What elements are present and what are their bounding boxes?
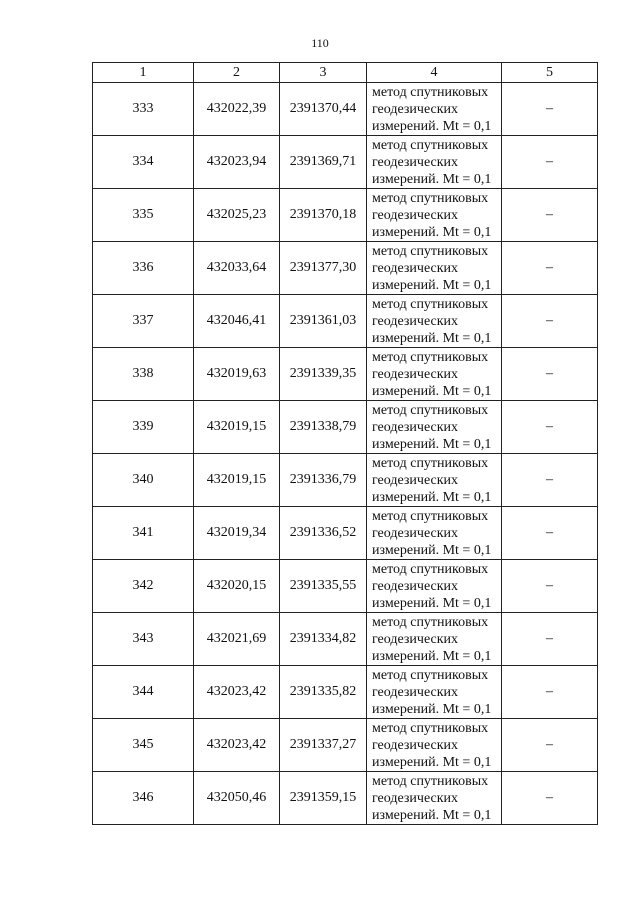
method-text-line-3: измерений. Mt = 0,1 <box>372 383 492 399</box>
method-text-line-3: измерений. Mt = 0,1 <box>372 224 492 240</box>
point-number-cell: 333 <box>93 83 194 136</box>
note-cell: – <box>502 560 598 613</box>
method-text-line-2: геодезических <box>372 631 459 647</box>
y-coordinate-cell: 2391370,18 <box>280 189 367 242</box>
note-cell: – <box>502 401 598 454</box>
point-number-cell: 344 <box>93 666 194 719</box>
point-number-cell: 339 <box>93 401 194 454</box>
table-row <box>93 295 598 348</box>
method-cell <box>367 772 502 825</box>
table-row <box>93 560 598 613</box>
column-header-4: 4 <box>367 63 502 83</box>
method-text-line-3: измерений. Mt = 0,1 <box>372 807 492 823</box>
method-text-line-1: метод спутниковых <box>372 508 489 524</box>
method-text-line-2: геодезических <box>372 525 459 541</box>
x-coordinate-cell: 432019,15 <box>194 401 280 454</box>
method-text-line-1: метод спутниковых <box>372 773 489 789</box>
method-text-line-1: метод спутниковых <box>372 614 489 630</box>
table-body <box>93 83 598 825</box>
method-text-line-2: геодезических <box>372 684 459 700</box>
method-text-line-2: геодезических <box>372 313 459 329</box>
method-text-line-1: метод спутниковых <box>372 561 489 577</box>
y-coordinate-cell: 2391336,79 <box>280 454 367 507</box>
x-coordinate-cell: 432033,64 <box>194 242 280 295</box>
method-text-line-1: метод спутниковых <box>372 190 489 206</box>
method-text-line-2: геодезических <box>372 366 459 382</box>
method-text-line-3: измерений. Mt = 0,1 <box>372 171 492 187</box>
point-number-cell: 343 <box>93 613 194 666</box>
method-text-line-2: геодезических <box>372 260 459 276</box>
point-number-cell: 346 <box>93 772 194 825</box>
method-text-line-1: метод спутниковых <box>372 402 489 418</box>
table-row <box>93 666 598 719</box>
y-coordinate-cell: 2391339,35 <box>280 348 367 401</box>
note-cell: – <box>502 295 598 348</box>
method-cell <box>367 83 502 136</box>
note-cell: – <box>502 666 598 719</box>
method-cell <box>367 666 502 719</box>
table-row <box>93 83 598 136</box>
method-text-line-3: измерений. Mt = 0,1 <box>372 436 492 452</box>
point-number-cell: 342 <box>93 560 194 613</box>
method-cell <box>367 719 502 772</box>
point-number-cell: 341 <box>93 507 194 560</box>
note-cell: – <box>502 136 598 189</box>
method-text-line-2: геодезических <box>372 207 459 223</box>
y-coordinate-cell: 2391337,27 <box>280 719 367 772</box>
point-number-cell: 335 <box>93 189 194 242</box>
method-text-line-1: метод спутниковых <box>372 84 489 100</box>
y-coordinate-cell: 2391377,30 <box>280 242 367 295</box>
method-text-line-1: метод спутниковых <box>372 667 489 683</box>
method-cell <box>367 136 502 189</box>
note-cell: – <box>502 719 598 772</box>
y-coordinate-cell: 2391335,82 <box>280 666 367 719</box>
y-coordinate-cell: 2391359,15 <box>280 772 367 825</box>
x-coordinate-cell: 432021,69 <box>194 613 280 666</box>
method-cell <box>367 348 502 401</box>
x-coordinate-cell: 432019,15 <box>194 454 280 507</box>
x-coordinate-cell: 432020,15 <box>194 560 280 613</box>
method-text-line-3: измерений. Mt = 0,1 <box>372 754 492 770</box>
method-text-line-3: измерений. Mt = 0,1 <box>372 277 492 293</box>
point-number-cell: 338 <box>93 348 194 401</box>
x-coordinate-cell: 432025,23 <box>194 189 280 242</box>
y-coordinate-cell: 2391370,44 <box>280 83 367 136</box>
x-coordinate-cell: 432019,34 <box>194 507 280 560</box>
table-row <box>93 401 598 454</box>
method-text-line-2: геодезических <box>372 737 459 753</box>
coordinates-table <box>92 62 598 825</box>
column-header-2: 2 <box>194 63 280 83</box>
method-text-line-1: метод спутниковых <box>372 296 489 312</box>
method-text-line-2: геодезических <box>372 790 459 806</box>
method-text-line-2: геодезических <box>372 154 459 170</box>
y-coordinate-cell: 2391336,52 <box>280 507 367 560</box>
column-header-1: 1 <box>93 63 194 83</box>
x-coordinate-cell: 432023,94 <box>194 136 280 189</box>
method-cell <box>367 560 502 613</box>
method-cell <box>367 613 502 666</box>
method-text-line-3: измерений. Mt = 0,1 <box>372 542 492 558</box>
method-text-line-3: измерений. Mt = 0,1 <box>372 595 492 611</box>
method-text-line-3: измерений. Mt = 0,1 <box>372 648 492 664</box>
method-text-line-3: измерений. Mt = 0,1 <box>372 330 492 346</box>
note-cell: – <box>502 507 598 560</box>
method-cell <box>367 507 502 560</box>
point-number-cell: 336 <box>93 242 194 295</box>
table-row <box>93 454 598 507</box>
x-coordinate-cell: 432019,63 <box>194 348 280 401</box>
y-coordinate-cell: 2391361,03 <box>280 295 367 348</box>
y-coordinate-cell: 2391334,82 <box>280 613 367 666</box>
method-text-line-1: метод спутниковых <box>372 137 489 153</box>
table-row <box>93 719 598 772</box>
point-number-cell: 334 <box>93 136 194 189</box>
method-text-line-2: геодезических <box>372 472 459 488</box>
point-number-cell: 337 <box>93 295 194 348</box>
note-cell: – <box>502 83 598 136</box>
method-text-line-3: измерений. Mt = 0,1 <box>372 701 492 717</box>
y-coordinate-cell: 2391335,55 <box>280 560 367 613</box>
method-text-line-2: геодезических <box>372 419 459 435</box>
note-cell: – <box>502 613 598 666</box>
x-coordinate-cell: 432046,41 <box>194 295 280 348</box>
page-number: 110 <box>311 36 329 50</box>
table-row <box>93 772 598 825</box>
method-text-line-3: измерений. Mt = 0,1 <box>372 118 492 134</box>
table-row <box>93 613 598 666</box>
method-cell <box>367 454 502 507</box>
method-text-line-2: геодезических <box>372 101 459 117</box>
method-cell <box>367 242 502 295</box>
note-cell: – <box>502 454 598 507</box>
note-cell: – <box>502 772 598 825</box>
column-header-3: 3 <box>280 63 367 83</box>
method-text-line-3: измерений. Mt = 0,1 <box>372 489 492 505</box>
table-header-row <box>93 63 598 83</box>
method-text-line-1: метод спутниковых <box>372 243 489 259</box>
method-cell <box>367 295 502 348</box>
table-row <box>93 189 598 242</box>
y-coordinate-cell: 2391369,71 <box>280 136 367 189</box>
note-cell: – <box>502 242 598 295</box>
x-coordinate-cell: 432023,42 <box>194 666 280 719</box>
table-row <box>93 348 598 401</box>
x-coordinate-cell: 432050,46 <box>194 772 280 825</box>
method-cell <box>367 401 502 454</box>
method-text-line-1: метод спутниковых <box>372 349 489 365</box>
x-coordinate-cell: 432022,39 <box>194 83 280 136</box>
point-number-cell: 340 <box>93 454 194 507</box>
method-cell <box>367 189 502 242</box>
point-number-cell: 345 <box>93 719 194 772</box>
method-text-line-1: метод спутниковых <box>372 455 489 471</box>
y-coordinate-cell: 2391338,79 <box>280 401 367 454</box>
x-coordinate-cell: 432023,42 <box>194 719 280 772</box>
table-row <box>93 136 598 189</box>
table-row <box>93 507 598 560</box>
column-header-5: 5 <box>502 63 598 83</box>
method-text-line-1: метод спутниковых <box>372 720 489 736</box>
note-cell: – <box>502 348 598 401</box>
note-cell: – <box>502 189 598 242</box>
method-text-line-2: геодезических <box>372 578 459 594</box>
table-row <box>93 242 598 295</box>
